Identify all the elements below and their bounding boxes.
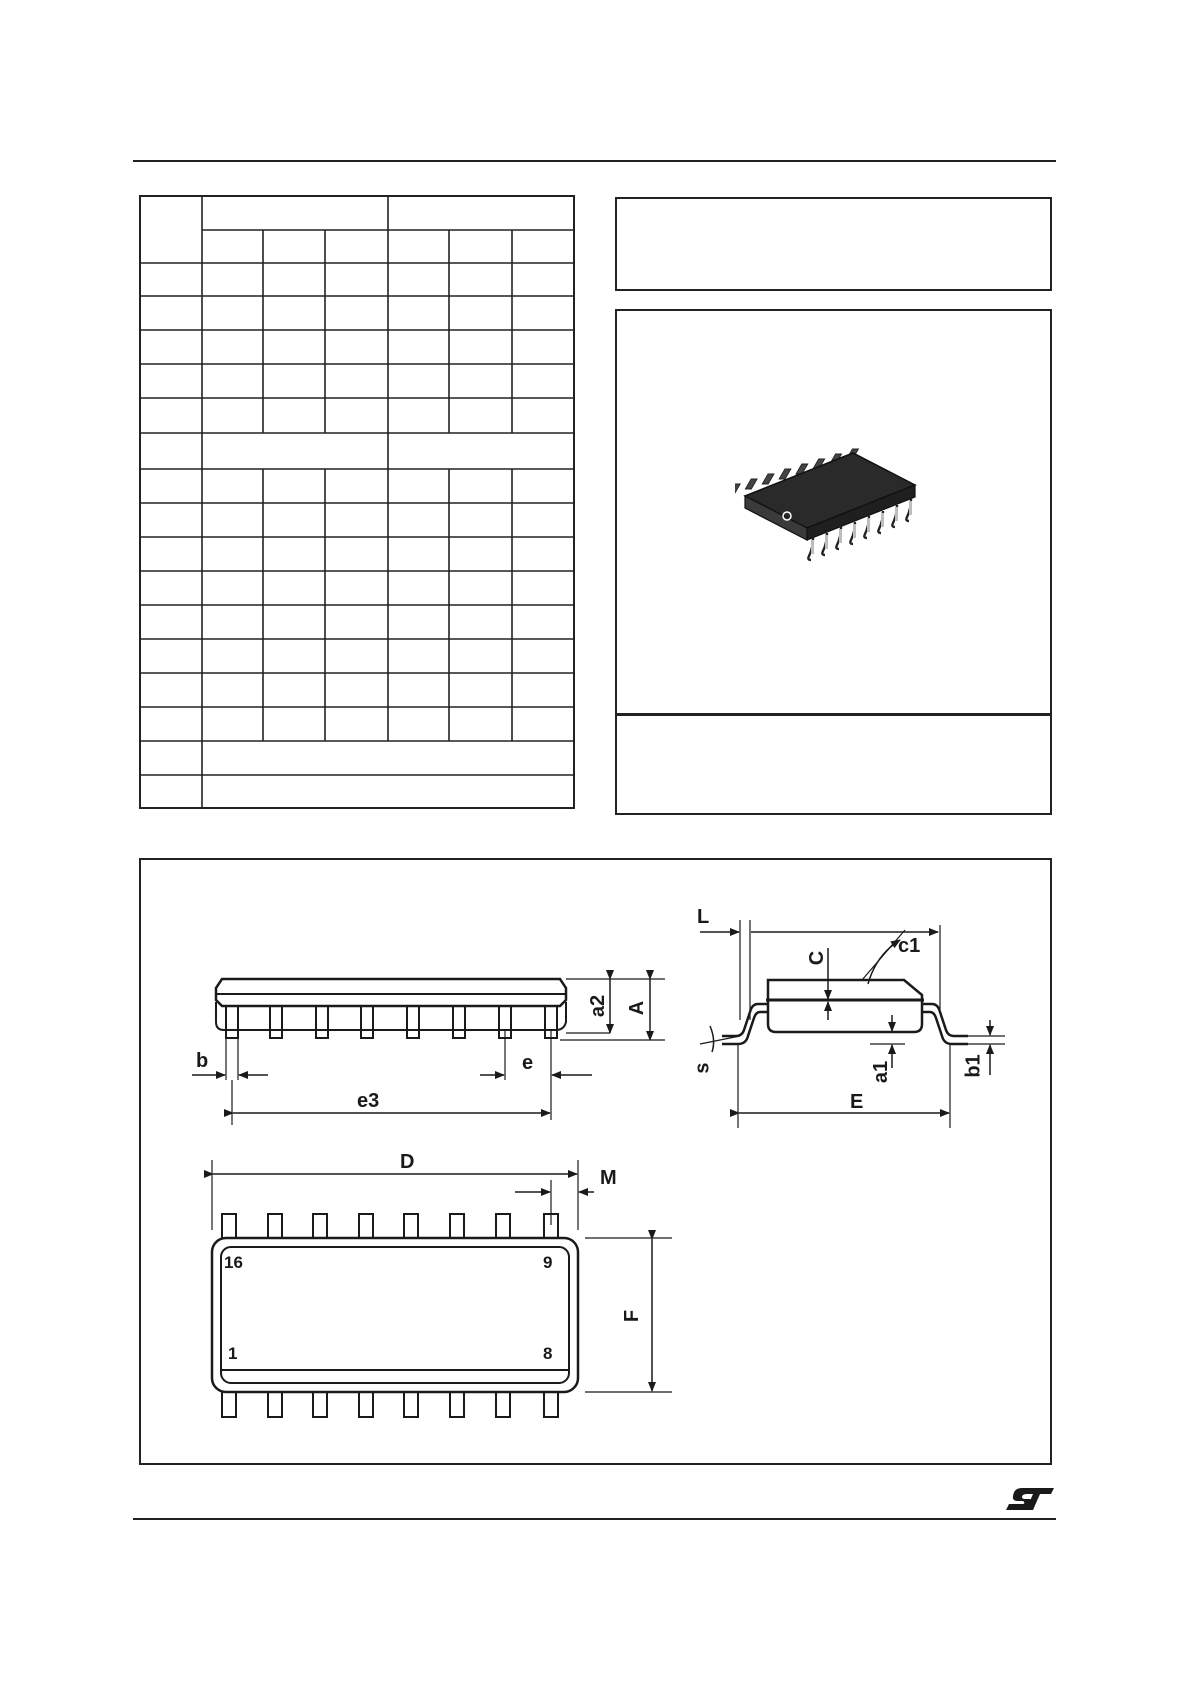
dim-label-b: b — [196, 1050, 209, 1072]
pin-label-8: 8 — [543, 1344, 553, 1363]
dim-label-C: C — [806, 950, 829, 966]
top-view — [212, 1160, 672, 1417]
dim-label-M: M — [600, 1167, 617, 1189]
dim-label-a2: a2 — [587, 994, 610, 1018]
dim-label-L: L — [697, 906, 710, 928]
dim-label-F: F — [621, 1309, 644, 1323]
dim-label-D: D — [400, 1151, 415, 1173]
dim-label-c1: c1 — [898, 935, 921, 957]
pin-label-9: 9 — [543, 1253, 553, 1272]
dim-label-a1: a1 — [870, 1060, 893, 1084]
pin-label-1: 1 — [228, 1344, 238, 1363]
dim-label-e: e — [522, 1052, 534, 1074]
dim-label-E: E — [850, 1091, 864, 1113]
pin-label-16: 16 — [224, 1253, 243, 1272]
dim-label-s: s — [691, 1062, 714, 1074]
st-logo — [1004, 1486, 1056, 1512]
dim-label-b1: b1 — [962, 1054, 985, 1078]
dim-label-e3: e3 — [357, 1090, 380, 1112]
dim-label-A: A — [626, 1000, 649, 1016]
